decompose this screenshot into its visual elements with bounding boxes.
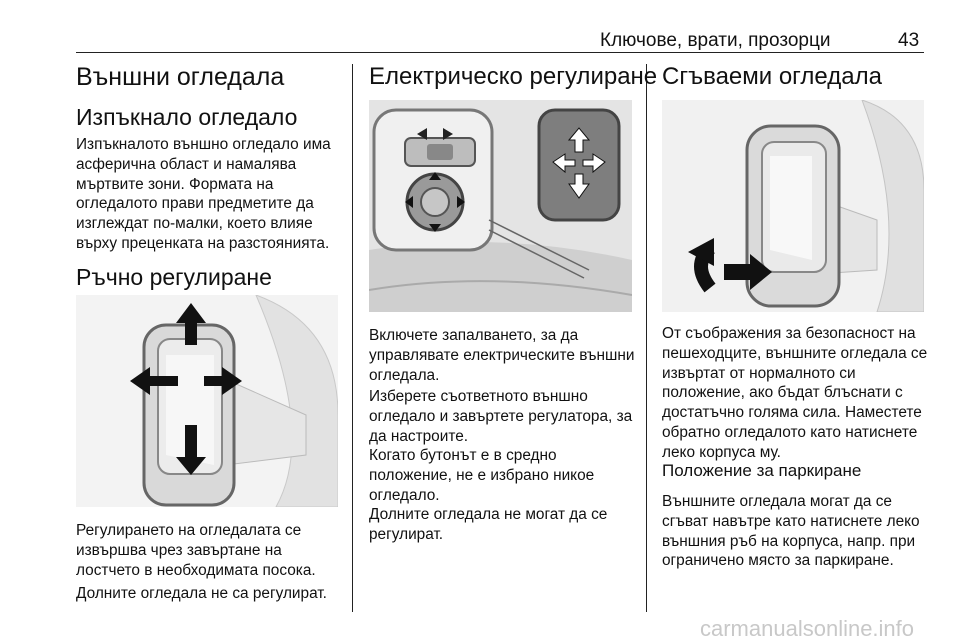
paragraph-manual-adjust: Регулирането на огледалата се извършва чрез завъртане на лостчето в необходимата посока. bbox=[76, 522, 316, 579]
paragraph-middle-position: Когато бутонът е в средно положение, не е избрано никое огледало. bbox=[369, 447, 595, 504]
page-number: 43 bbox=[898, 30, 920, 51]
paragraph-parking-position: Външните огледала могат да се сгъват навътре като натиснете леко външния ръб на корпуса, напр. при ограничено място за паркиране. bbox=[662, 493, 920, 570]
paragraph-select-mirror: Изберете съответното външно огледало и завъртете регулатора, за да настроите. bbox=[369, 388, 633, 445]
section-title: Ключове, врати, прозорци bbox=[600, 30, 831, 51]
watermark: carmanualsonline.info bbox=[700, 616, 915, 641]
paragraph-convex-mirror: Изпъкналото външно огледало има асферична област и намалява мъртвите зони. Формата на огледалото прави предметите да изглеждат по-малки, което влияе върху преценката на разстоянията. bbox=[76, 136, 331, 252]
column-divider bbox=[646, 64, 647, 612]
heading-convex-mirror: Изпъкнало огледало bbox=[76, 104, 298, 130]
heading-manual-adjust: Ръчно регулиране bbox=[76, 264, 272, 290]
main-title: Външни огледала bbox=[76, 63, 285, 91]
figure-electric-adjust bbox=[369, 100, 632, 312]
column-divider bbox=[352, 64, 353, 612]
figure-manual-adjust bbox=[76, 295, 338, 507]
heading-parking-position: Положение за паркиране bbox=[662, 461, 862, 480]
paragraph-folding-safety: От съображения за безопасност на пешеходците, външните огледала се извъртат от нормалното си положение, ако бъдат блъснати с достатъчно голяма сила. Наместете обратно огледалото като натиснете леко корпуса му. bbox=[662, 325, 928, 461]
header-rule bbox=[76, 52, 924, 53]
paragraph-lower-not-adjustable: Долните огледала не могат да се регулират. bbox=[369, 506, 608, 543]
heading-electric-adjust: Електрическо регулиране bbox=[369, 63, 658, 90]
paragraph-ignition: Включете запалването, за да управлявате електрическите външни огледала. bbox=[369, 327, 635, 384]
heading-folding-mirrors: Сгъваеми огледала bbox=[662, 63, 882, 90]
paragraph-lower-mirrors: Долните огледала не са регулират. bbox=[76, 585, 327, 602]
figure-folding-mirror bbox=[662, 100, 924, 312]
